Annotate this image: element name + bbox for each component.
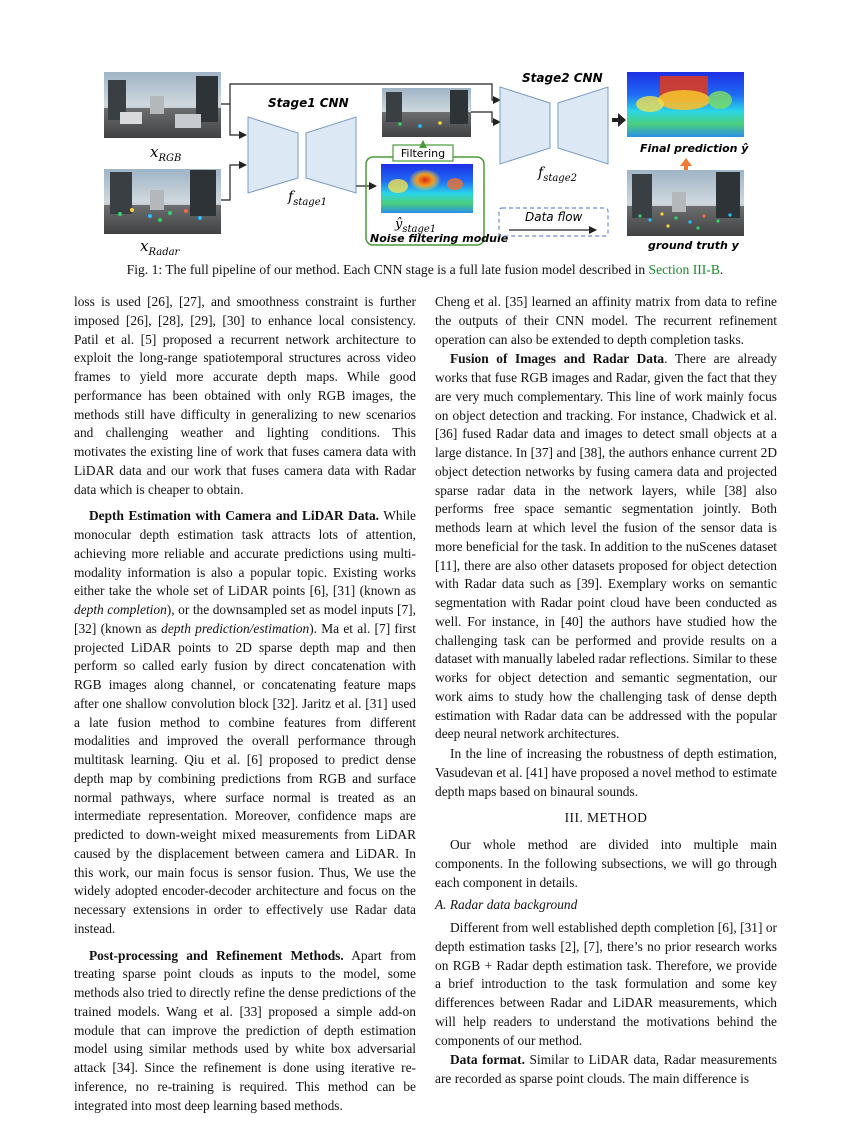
x-rgb-label: $x_{RGB}$ — [150, 143, 182, 164]
f-stage1-label: $f_{stage1}$ — [288, 189, 327, 208]
right-column — [435, 293, 777, 1090]
caption-prefix: Fig. 1: The full pipeline of our method. Each CNN stage is a full late fusion model described in — [126, 262, 646, 277]
pipeline-figure — [0, 0, 850, 262]
x-radar-label: $x_{Radar}$ — [140, 237, 180, 258]
radar-input-image — [104, 169, 221, 234]
noise-filtering-label: Noise filtering module — [370, 232, 509, 245]
ground-truth-image — [627, 170, 744, 236]
paragraph-post-processing: Post-processing and Refinement Methods. Apart from treating sparse point clouds as inputs to the model, some methods also tried to directly refine the dense predictions of the trained models. Wang et al. [33] proposed a simple add-on module that can improve the prediction of depth estimation model using similar methods used by white box adversarial attack [34]. Since the refinement is done using iterative re-inference, no re-training is required. This method can be integrated into most deep learning based methods. — [74, 947, 417, 1113]
section-heading-method: III. METHOD — [564, 810, 648, 826]
figure-caption — [0, 261, 850, 279]
final-prediction-heatmap — [627, 72, 744, 137]
y-stage1-label: $ŷ_{stage1}$ — [395, 217, 437, 235]
output-arrow — [612, 113, 626, 127]
caption-section-link[interactable]: Section III-B — [648, 262, 720, 277]
filtered-radar-image — [382, 88, 471, 137]
heading-data-format: Data format. — [450, 1052, 525, 1068]
paragraph-camera-lidar: Depth Estimation with Camera and LiDAR Data. While monocular depth estimation task attracts lots of attention, achieving more reliable and accurate predictions using multi-modality information is also a popular topic. Existing works either take the whole set of LiDAR points [6], [31] (known as depth completion), or the downsampled set as model inputs [7], [32] (known as depth prediction/estimation). Ma et al. [7] first projected LiDAR points to 2D sparse depth map and then perform so called early fusion by direct concatenation with RGB images along channel, or concatenating feature maps after one shallow convolution block [32]. Jaritz et al. [31] used a late fusion method to combine features from different modalities and improved the overall performance through multitask learning. Qiu et al. [6] proposed to predict dense depth map by combining predictions from RGB and surface normal pathways, where surface normal is treated as an intermediate representation. Moreover, confidence maps are predicted to down-weight mixed measurements from LiDAR caused by the displacement between camera and LiDAR. In this work, our main focus is sensor fusion. Thus, We use the widely adopted encoder-decoder architecture and focus on the necessary extensions in order to effectively use Radar data instead. — [74, 508, 416, 936]
paragraph-fusion-radar: Fusion of Images and Radar Data. There are already works that fuse RGB images and Radar, given the fact that they are very much complementary. This line of work mainly focus on object detection and tracking. For instance, Chadwick et al. [36] fused Radar data and images to detect small objects at a large distance. In [37] and [38], the authors enhance current 2D object detection networks by fusing camera data and projected sparse radar data in the network layers, while [38] also performs free space semantic segmentation jointly. Both methods learn at which level the fusion of the sensor data is more beneficial for the task. In addition to the nuScenes dataset [11], there are also other datasets proposed for object detection with Radar data such as [39]. Exemplary works on semantic segmentation with Radar point cloud have been conducted as well. For instance, in [40] the authors have studied how the challenging task can be performed and provide results on a dataset with manually labeled radar reflections. Similar to these works for object detection and semantic segmentation, our work aims to study how the challenging task of dense depth estimation with Radar data can be addressed with the popular deep neural network architectures. — [435, 351, 777, 742]
stage1-encoder-decoder — [248, 117, 356, 193]
stage2-title: Stage2 CNN — [522, 71, 603, 85]
data-flow-label: Data flow — [525, 210, 583, 224]
paragraph-method-intro: Our whole method are divided into multiple main components. In the following subsections, we will go through each component in details. — [435, 837, 777, 890]
paragraph-data-format: Data format. Similar to LiDAR data, Radar measurements are recorded as sparse point clouds. The main difference is — [435, 1052, 777, 1086]
stage1-title: Stage1 CNN — [268, 96, 349, 110]
paragraph-radar-background: Different from well established depth completion [6], [31] or depth estimation tasks [2], [7], there’s no prior research works on RGB + Radar depth estimation task. Therefore, we provide a brief introduction to the task formulation and some key differences between Radar and LiDAR measurements, which will help readers to understand the motivations behind the components of our method. — [435, 920, 777, 1048]
paragraph-loss: loss is used [26], [27], and smoothness constraint is further imposed [26], [28], [29], [30] to enhance local consistency. Patil et al. [5] proposed a recurrent network architecture to exploit the long-range spatiotemporal structures across video frames to yield more accurate depth maps. While good performance has been obtained with only RGB images, the methods still have difficulty in generalizing to new scenarios and challenging weather and lighting conditions. This motivates the existing line of work that fuses camera data with LiDAR data and our work that fuses camera data with Radar data which is cheaper to obtain. — [74, 294, 416, 497]
subsection-heading-radar-background: A. Radar data background — [435, 897, 578, 913]
rgb-input-image — [104, 72, 221, 138]
paragraph-cheng: Cheng et al. [35] learned an affinity matrix from data to refine the outputs of their CNN model. The recurrent refinement operation can also be extended to depth completion tasks. — [435, 294, 777, 347]
stage2-encoder-decoder — [500, 87, 608, 164]
heading-fusion-radar: Fusion of Images and Radar Data — [450, 351, 665, 367]
paragraph-robustness: In the line of increasing the robustness of depth estimation, Vasudevan et al. [41] have proposed a novel method to estimate depth maps based on binaural sounds. — [435, 746, 777, 799]
ground-truth-label: ground truth y — [648, 239, 739, 252]
filtering-label: Filtering — [400, 147, 446, 160]
heading-post-processing: Post-processing and Refinement Methods. — [89, 947, 344, 963]
stage1-prediction-heatmap — [381, 164, 473, 213]
final-prediction-label: Final prediction ŷ — [640, 142, 749, 155]
caption-suffix: . — [719, 262, 724, 277]
heading-camera-lidar: Depth Estimation with Camera and LiDAR Data. — [89, 508, 380, 524]
left-column — [74, 293, 416, 1123]
f-stage2-label: $f_{stage2}$ — [538, 165, 577, 184]
